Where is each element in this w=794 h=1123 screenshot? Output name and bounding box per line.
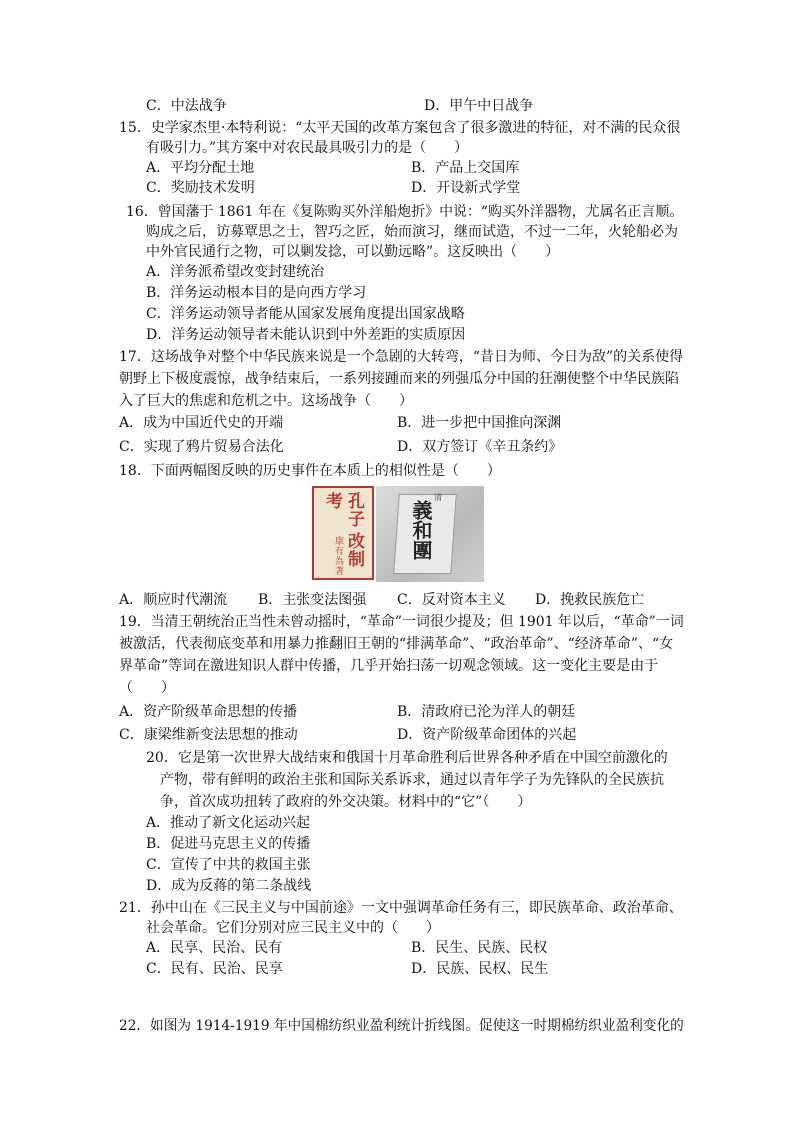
q16-option-b: B．洋务运动根本目的是向西方学习 (146, 285, 367, 301)
pic2-title: 義和團 (409, 500, 433, 560)
q17-option-c: C．实现了鸦片贸易合法化 (119, 439, 284, 455)
pic1-title-b: 考 (322, 492, 342, 510)
q14-option-d: D．甲午中日战争 (424, 98, 534, 114)
q18-option-d: D．挽救民族危亡 (535, 592, 645, 608)
q19-option-c: C．康梁维新变法思想的推动 (119, 727, 298, 743)
pic1-author: 康有為著 (333, 536, 343, 576)
q16-stem-line: 购成之后，访募覃思之士，智巧之匠，始而演习，继而试造，不过一二年，火轮船必为 (146, 224, 678, 240)
pic1-title-c: 改制 (344, 532, 364, 568)
q21-stem-line: 社会革命。它们分别对应三民主义中的（ ） (146, 920, 440, 936)
q17-stem-line: 朝野上下极度震惊，战争结束后，一系列接踵而来的列强瓜分中国的狂潮使整个中华民族陷 (119, 371, 679, 387)
q21-option-b: B．民生、民族、民权 (411, 940, 548, 956)
q18-option-a: A．顺应时代潮流 (119, 592, 228, 608)
q15-option-d: D．开设新式学堂 (411, 180, 521, 196)
q20-option-a: A．推动了新文化运动兴起 (146, 815, 311, 831)
q18-option-c: C．反对资本主义 (397, 592, 506, 608)
q19-stem-line: 19．当清王朝统治正当性未曾动摇时，“革命”一词很少提及；但 1901 年以后，“革命”一词 (119, 614, 684, 630)
q18-stem-line: 18．下面两幅图反映的历史事件在本质上的相似性是（ ） (119, 463, 501, 479)
pic1-title-a: 孔子 (344, 492, 364, 528)
q17-option-b: B．进一步把中国推向深渊 (397, 415, 562, 431)
pic2-small-text: 清 (434, 493, 442, 502)
q15-stem-line: 有吸引力。”其方案中对农民最具吸引力的是（ ） (146, 140, 469, 156)
q15-option-b: B．产品上交国库 (411, 160, 520, 176)
q20-stem-line: 争，首次成功扭转了政府的外交决策。材料中的“它”（ ） (160, 794, 532, 810)
q15-option-a: A．平均分配土地 (146, 160, 255, 176)
q20-option-b: B．促进马克思主义的传播 (146, 836, 311, 852)
q20-stem-line: 产物，带有鲜明的政治主张和国际关系诉求，通过以青年学子为先锋队的全民族抗 (160, 772, 664, 788)
q17-option-a: A．成为中国近代史的开端 (119, 415, 284, 431)
q18-option-b: B．主张变法图强 (258, 592, 367, 608)
q16-option-a: A．洋务派希望改变封建统治 (146, 264, 325, 280)
q20-stem-line: 20．它是第一次世界大战结束和俄国十月革命胜利后世界各种矛盾在中国空前激化的 (146, 750, 668, 766)
q21-stem-line: 21．孙中山在《三民主义与中国前途》一文中强调革命任务有三，即民族革命、政治革命、 (119, 900, 683, 916)
q16-option-d: D．洋务运动领导者未能认识到中外差距的实质原因 (146, 327, 466, 343)
q20-option-d: D．成为反蒋的第二条战线 (146, 878, 312, 894)
q17-stem-line: 17．这场战争对整个中华民族来说是一个急剧的大转弯，“昔日为师、今日为敌”的关系使得 (119, 349, 684, 365)
q19-option-a: A．资产阶级革命思想的传播 (119, 704, 298, 720)
q20-option-c: C．宣传了中共的救国主张 (146, 857, 311, 873)
q16-stem-line: 16．曾国藩于 1861 年在《复陈购买外洋船炮折》中说：“购买外洋器物，尤属名正言顺。 (126, 204, 684, 220)
q17-stem-line: 入了巨大的焦虑和危机之中。这场战争（ ） (119, 393, 413, 409)
q21-option-d: D．民族、民权、民生 (411, 961, 549, 977)
q19-option-d: D．资产阶级革命团体的兴起 (397, 727, 577, 743)
q15-option-c: C．奖励技术发明 (146, 180, 255, 196)
q16-option-c: C．洋务运动领导者能从国家发展角度提出国家战略 (146, 306, 465, 322)
q19-stem-line: 被激活，代表彻底变革和用暴力推翻旧王朝的“排满革命”、“政治革命”、“经济革命”、“女 (119, 636, 674, 652)
q19-option-b: B．清政府已沦为洋人的朝廷 (397, 704, 576, 720)
yihetuan-banner-photo (376, 486, 484, 582)
q21-option-a: A．民享、民治、民有 (146, 940, 283, 956)
q21-option-c: C．民有、民治、民享 (146, 961, 283, 977)
kongzi-gaizhi-kao-book-cover (312, 486, 374, 580)
q17-option-d: D．双方签订《辛丑条约》 (397, 439, 563, 455)
q18-images (312, 486, 484, 582)
q15-stem-line: 15．史学家杰里·本特利说：“太平天国的改革方案包含了很多激进的特征，对不满的民众很 (119, 120, 681, 136)
q14-option-c: C．中法战争 (146, 98, 227, 114)
q19-stem-line: 界革命”等词在激进知识人群中传播，几乎开始扫荡一切观念领域。这一变化主要是由于 (119, 658, 659, 674)
q22-stem-line: 22．如图为 1914-1919 年中国棉纺织业盈利统计折线图。促使这一时期棉纺织业盈利变化的 (119, 1018, 684, 1034)
q16-stem-line: 中外官民通行之物，可以剿发捻，可以勤远略”。这反映出（ ） (146, 244, 560, 260)
q19-stem-line: （ ） (119, 680, 175, 696)
